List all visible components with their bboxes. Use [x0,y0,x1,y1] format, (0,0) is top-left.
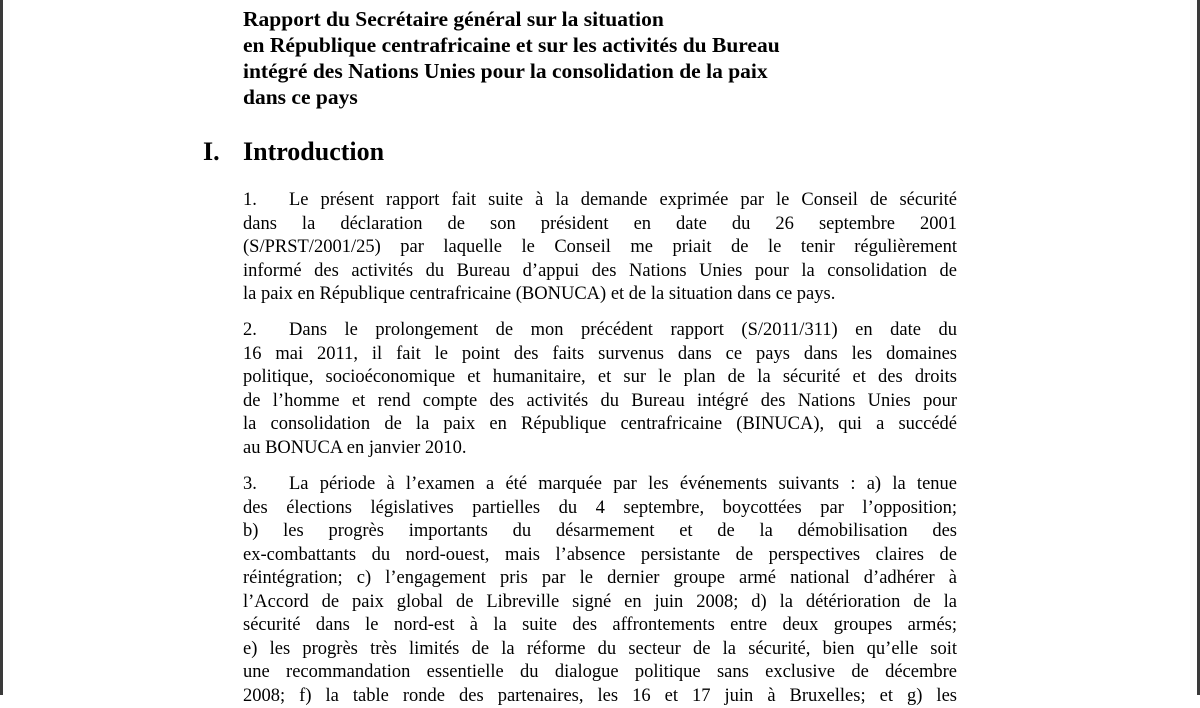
paragraph-line: 16 mai 2011, il fait le point des faits survenus dans ce pays dans les domaines [243,343,957,367]
paragraph-3 [243,473,957,708]
paragraph-line: informé des activités du Bureau d’appui des Nations Unies pour la consolidation de [243,260,957,284]
paragraph-line: des élections législatives partielles du 4 septembre, boycottées par l’opposition; [243,497,957,521]
paragraph-line: une recommandation essentielle du dialogue politique sans exclusive de décembre [243,661,957,685]
viewer-border-left [0,0,3,695]
paragraph-line: politique, socioéconomique et humanitaire, et sur le plan de la sécurité et des droits [243,366,957,390]
paragraph-line: La période à l’examen a été marquée par les événements suivants : a) la tenue [289,474,957,494]
paragraph-line: la consolidation de la paix en République centrafricaine (BINUCA), qui a succédé [243,413,957,437]
paragraph-line: 2008; f) la table ronde des partenaires, les 16 et 17 juin à Bruxelles; et g) les [243,685,957,708]
section-heading [203,136,384,168]
paragraph-line: ex-combattants du nord-ouest, mais l’absence persistante de perspectives claires de [243,544,957,568]
title-line: Rapport du Secrétaire général sur la situation [243,6,943,32]
section-number: I. [203,136,243,168]
paragraph-line: de l’homme et rend compte des activités du Bureau intégré des Nations Unies pour [243,390,957,414]
paragraph-line: l’Accord de paix global de Libreville signé en juin 2008; d) la détérioration de la [243,591,957,615]
title-line: intégré des Nations Unies pour la consolidation de la paix [243,58,943,84]
paragraph-line: la paix en République centrafricaine (BONUCA) et de la situation dans ce pays. [243,283,957,307]
paragraph-line: dans la déclaration de son président en date du 26 septembre 2001 [243,213,957,237]
title-line: dans ce pays [243,84,943,110]
paragraph-line: b) les progrès importants du désarmement et de la démobilisation des [243,520,957,544]
paragraph-line: réintégration; c) l’engagement pris par le dernier groupe armé national d’adhérer à [243,567,957,591]
paragraph-number: 2. [243,319,289,343]
paragraph-1 [243,189,957,307]
paragraph-number: 3. [243,473,289,497]
paragraph-line: Le présent rapport fait suite à la demande exprimée par le Conseil de sécurité [289,190,957,210]
section-title: Introduction [243,137,384,166]
title-line: en République centrafricaine et sur les activités du Bureau [243,32,943,58]
paragraph-2 [243,319,957,460]
paragraph-line: au BONUCA en janvier 2010. [243,437,957,461]
paragraph-line: sécurité dans le nord-est à la suite des affrontements entre deux groupes armés; [243,614,957,638]
paragraph-number: 1. [243,189,289,213]
paragraph-line: Dans le prolongement de mon précédent rapport (S/2011/311) en date du [289,320,957,340]
paragraph-line: (S/PRST/2001/25) par laquelle le Conseil me priait de le tenir régulièrement [243,236,957,260]
paragraph-line: e) les progrès très limités de la réforme du secteur de la sécurité, bien qu’elle soit [243,638,957,662]
report-title [243,6,943,110]
